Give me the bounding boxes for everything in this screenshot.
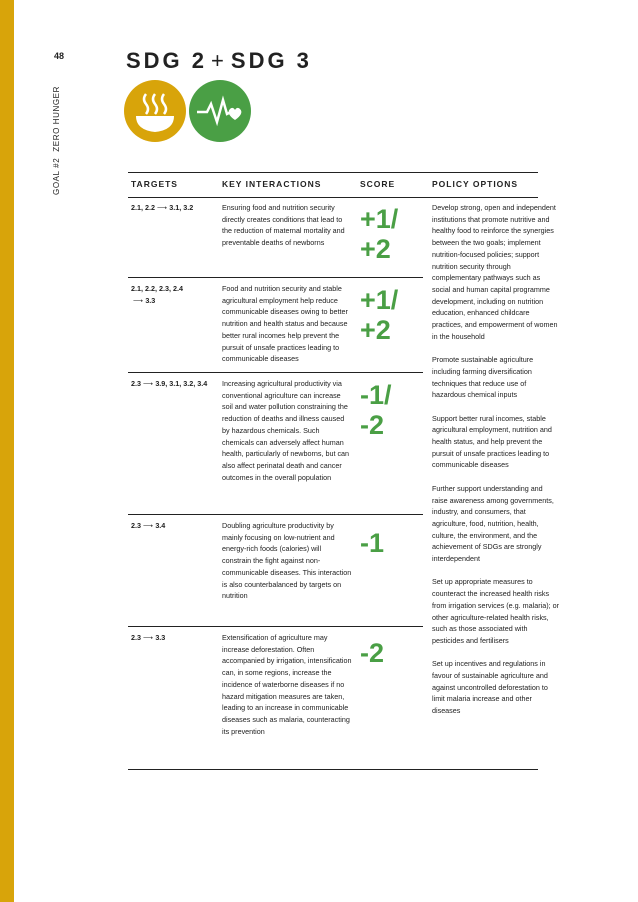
goal-number: GOAL #2 xyxy=(52,157,61,195)
header-targets: TARGETS xyxy=(131,179,178,189)
heartbeat-icon xyxy=(189,80,251,142)
table-row xyxy=(128,626,423,769)
policy-item: Support better rural incomes, stable agricultural employment, nutrition and health status, and help prevent the pursuit of unsafe practices leading to communicable diseases xyxy=(432,413,552,470)
page-number: 48 xyxy=(54,51,65,61)
table-row xyxy=(128,514,423,627)
row-key-interaction: Doubling agriculture productivity by mainly focusing on low-nutrient and energy-rich foods (calories) will constrain the fight against non-communicable diseases. This interaction is also counterbalanced by targets on nutrition xyxy=(222,521,352,601)
row-score: -2 xyxy=(360,638,385,668)
table-header xyxy=(128,172,538,198)
row-targets: 2.3 ⟶ 3.4 xyxy=(131,521,166,530)
row-targets: 2.3 ⟶ 3.9, 3.1, 3.2, 3.4 xyxy=(131,379,208,388)
table-bottom-rule xyxy=(128,769,538,770)
policy-item: Set up appropriate measures to counteract the increased health risks from irrigation services (e.g. malaria); or other agriculture-related health risks, such as those associated with pesticides and fertilisers xyxy=(432,577,560,645)
row-score: -1/ -2 xyxy=(360,380,392,440)
title-sdg3: SDG 3 xyxy=(230,48,312,73)
goal-name: ZERO HUNGER xyxy=(52,86,61,152)
row-key-interaction: Increasing agricultural productivity via conventional agriculture can increase soil and water pollution constraining the reduction of deaths and illness caused by hazardous chemicals. Such chemicals can adversely affect human health, particularly of newborns, but can also affect perinatal death and cancer outcomes in the overall population xyxy=(222,379,350,482)
policy-item: Develop strong, open and independent institutions that promote nutritive and healthy food to reinforce the synergies between the two goals; implement nutrition-focused policies; support nutrition security through complementary pathways such as social and human capital programme development, including on nutrition education, enhanced childcare practices, and empowerment of women in the household xyxy=(432,203,558,341)
row-targets: 2.1, 2.2, 2.3, 2.4 ⟶ 3.3 xyxy=(131,284,183,305)
table-row xyxy=(128,277,423,373)
header-key-interactions: KEY INTERACTIONS xyxy=(222,179,322,189)
table-row xyxy=(128,196,423,278)
policy-options xyxy=(432,202,560,729)
bowl-icon xyxy=(124,80,186,142)
goal-label xyxy=(52,80,61,195)
policy-item: Further support understanding and raise awareness among governments, industry, and consumers, that agriculture, food, nutrition, health, culture, the environment, and the achievement of SDGs are strongly interdependent xyxy=(432,483,554,564)
policy-item: Promote sustainable agriculture including farming diversification techniques that reduce use of hazardous chemical inputs xyxy=(432,355,534,400)
header-score: SCORE xyxy=(360,179,396,189)
table-row xyxy=(128,372,423,515)
row-key-interaction: Food and nutrition security and stable agricultural employment help reduce communicable diseases owing to better nutrition and health status and because better rural incomes help prevent the pursuit of unsafe practices leading to communicable diseases xyxy=(222,284,348,364)
page-title xyxy=(126,48,312,74)
header-policy-options: POLICY OPTIONS xyxy=(432,179,519,189)
row-score: -1 xyxy=(360,528,385,558)
title-plus: + xyxy=(211,48,227,73)
goal-color-sidebar xyxy=(0,0,14,902)
row-score: +1/ +2 xyxy=(360,204,399,264)
row-targets: 2.3 ⟶ 3.3 xyxy=(131,633,166,642)
title-sdg2: SDG 2 xyxy=(126,48,208,73)
row-key-interaction: Ensuring food and nutrition security directly creates conditions that lead to the reduction of maternal mortality and preventable deaths of newborns xyxy=(222,203,345,248)
row-targets: 2.1, 2.2 ⟶ 3.1, 3.2 xyxy=(131,203,194,212)
row-key-interaction: Extensification of agriculture may increase deforestation. Often accompanied by irrigation, intensification can, in some regions, increase the incidence of waterborne diseases if no hazard mitigation measures are taken, leading to an increase in communicable diseases such as malaria, counteracting its prevention xyxy=(222,633,352,736)
interactions-table xyxy=(128,172,560,736)
policy-item: Set up incentives and regulations in favour of sustainable agriculture and against uncontrolled deforestation to limit malaria increase and other diseases xyxy=(432,659,548,716)
row-score: +1/ +2 xyxy=(360,285,399,345)
